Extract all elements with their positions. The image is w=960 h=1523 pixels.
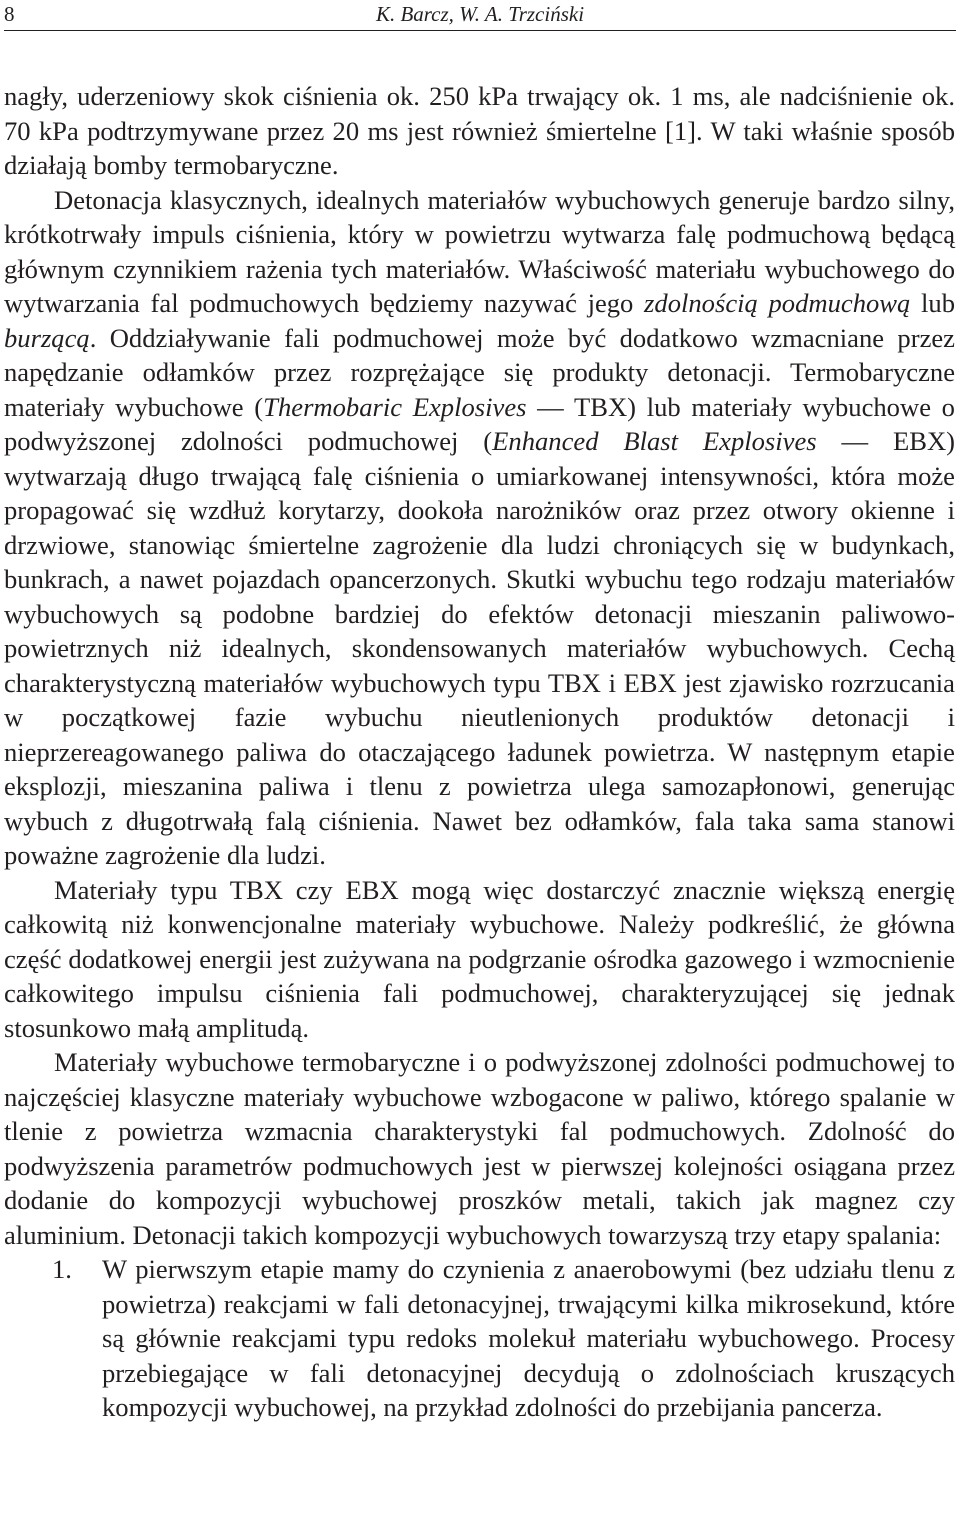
paragraph-3: Materiały typu TBX czy EBX mogą więc dostarczyć znacznie większą energię całkowitą niż konwencjonalne materiały wybuchowe. Należy podkreślić, że główna część dodatkowej energii jest zużywana na podgrzanie ośrodka gazowego i wzmocnienie całkowitego impulsu ciśnienia fali podmuchowej, charakteryzującej się jednak stosunkowo małą amplitudą. [4, 874, 955, 1043]
paragraph-2-text-e: — EBX) wytwarzają długo trwającą falę ciśnienia o umiarkowanej intensywności, która może propagować się wzdłuż korytarzy, dookoła narożników oraz przez otwory okienne i drzwiowe, stanowiąc śmiertelne zagrożenie dla ludzi chroniących się w budynkach, bunkrach, a nawet pojazdach opancerzonych. Skutki wybuchu tego rodzaju materiałów wybuchowych są podobne bardziej do efektów detonacji mieszanin paliwowo-powietrznych niż idealnych, skondensowanych materiałów wybuchowych. Cechą charakterystyczną materiałów wybuchowych typu TBX i EBX jest zjawisko rozrzucania w początkowej fazie wybuchu nieutlenionych produktów detonacji i nieprzereagowanego paliwa do otaczającego ładunek powietrza. W następnym etapie eksplozji, mieszanina paliwa i tlenu z powietrza ulega samozapłonowi, generując wybuch z długotrwałą falą ciśnienia. Nawet bez odłamków, fala taka sama stanowi poważne zagrożenie dla ludzi. [4, 426, 956, 870]
term-burzaca: burzącą [4, 322, 90, 353]
paragraph-2-text-c: . Oddziaływanie fali podmuchowej może być dodatkowo wzmacniane przez napędzanie odłamków przez rozprężające się produkty detonacji. Termobaryczne materiały wybuchowe ( [4, 322, 955, 422]
paragraph-2 [4, 183, 955, 873]
running-head-authors: K. Barcz, W. A. Trzciński [375, 2, 585, 26]
page-number: 8 [4, 2, 15, 26]
paragraph-2-text-b: lub [910, 288, 955, 318]
paragraph-2-text-a: Detonacja klasycznych, idealnych materiałów wybuchowych generuje bardzo silny, krótkotrwały impuls ciśnienia, który w powietrzu wytwarza falę podmuchową będącą głównym czynnikiem rażenia tych materiałów. Właściwość materiału wybuchowego do wytwarzania fal podmuchowych będziemy nazywać jego [4, 184, 955, 318]
running-head [4, 0, 956, 31]
list-item-text: W pierwszym etapie mamy do czynienia z anaerobowymi (bez udziału tlenu z powietrza) reakcjami w fali detonacyjnej, trwającymi kilka mikrosekund, które są głównie reakcjami typu redoks molekuł materiału wybuchowego. Procesy przebiegające w fali detonacyjnej decydują o zdolnościach kruszących kompozycji wybuchowej, na przykład zdolności do przebijania pancerza. [102, 1254, 955, 1422]
term-enhanced-blast-explosives: Enhanced Blast Explosives [492, 426, 817, 456]
list-item-number: 1. [52, 1254, 72, 1284]
body-text [4, 79, 955, 1425]
term-thermobaric-explosives: Thermobaric Explosives [263, 391, 527, 422]
term-zdolnosc-podmuchowa: zdolnością podmuchową [644, 288, 911, 318]
paragraph-2-text-d: — TBX) lub materiały wybuchowe o podwyższonej zdolności podmuchowej ( [4, 391, 955, 456]
paragraph-1: nagły, uderzeniowy skok ciśnienia ok. 250 kPa trwający ok. 1 ms, ale nadciśnienie ok. 70 kPa podtrzymywane przez 20 ms jest również śmiertelne [1]. W taki właśnie sposób działają bomby termobaryczne. [4, 81, 955, 180]
combustion-stages-list [4, 1252, 955, 1425]
list-item [4, 1252, 955, 1425]
paragraph-4: Materiały wybuchowe termobaryczne i o podwyższonej zdolności podmuchowej to najczęściej klasyczne materiały wybuchowe wzbogacone w paliwo, którego spalanie w tlenie z powietrza wzmacnia charakterystyki fal podmuchowych. Zdolność do podwyższenia parametrów podmuchowych jest w pierwszej kolejności osiągana przez dodanie do kompozycji wybuchowej proszków metali, takich jak magnez czy aluminium. Detonacji takich kompozycji wybuchowych towarzyszą trzy etapy spalania: [4, 1047, 955, 1250]
